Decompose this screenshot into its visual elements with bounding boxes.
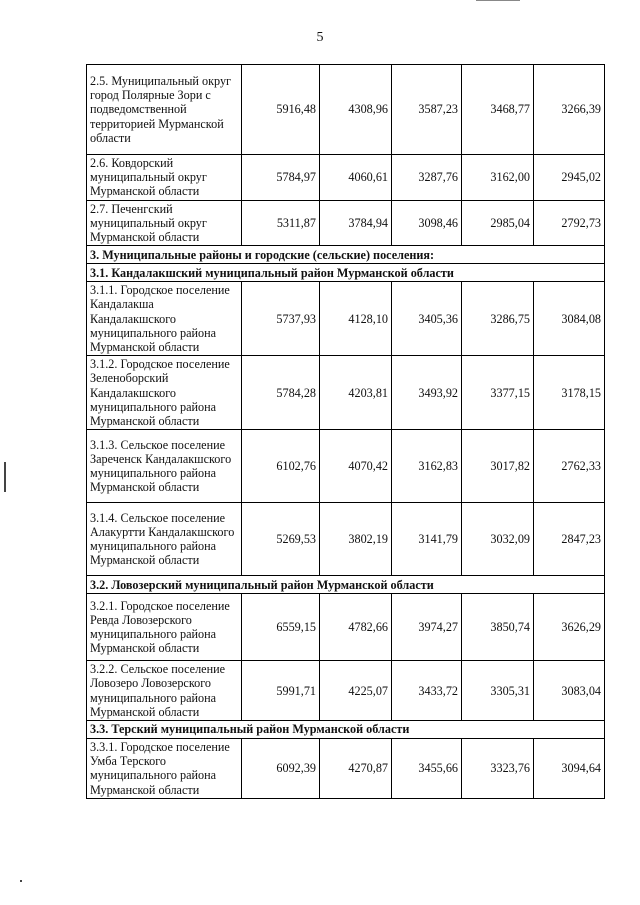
value-cell: 3178,15 [534,356,605,430]
value-cell: 3587,23 [392,65,462,155]
value-cell: 3083,04 [534,661,605,721]
value-cell: 3098,46 [392,200,462,246]
side-scan-mark [4,462,9,492]
section-heading: 3.1. Кандалакшский муниципальный район Мурманской области [87,264,605,282]
value-cell: 4308,96 [320,65,392,155]
value-cell: 3323,76 [462,739,534,799]
value-cell: 3377,15 [462,356,534,430]
value-cell: 2792,73 [534,200,605,246]
table-row [87,155,605,201]
value-cell: 3141,79 [392,503,462,576]
value-cell: 4060,61 [320,155,392,201]
municipality-name: 3.1.1. Городское поселение Кандалакша Кандалакшского муниципального района Мурманской области [87,282,242,356]
table-row [87,200,605,246]
value-cell: 3784,94 [320,200,392,246]
table-row [87,594,605,661]
municipality-name: 2.7. Печенгский муниципальный округ Мурманской области [87,200,242,246]
scan-dot [20,880,22,882]
table-row [87,282,605,356]
table-row [87,430,605,503]
municipality-name: 3.1.4. Сельское поселение Алакуртти Кандалакшского муниципального района Мурманской области [87,503,242,576]
value-cell: 3287,76 [392,155,462,201]
value-cell: 2762,33 [534,430,605,503]
municipality-name: 3.2.2. Сельское поселение Ловозеро Ловозерского муниципального района Мурманской области [87,661,242,721]
value-cell: 2985,04 [462,200,534,246]
value-cell: 3433,72 [392,661,462,721]
value-cell: 5916,48 [242,65,320,155]
section-heading: 3. Муниципальные районы и городские (сельские) поселения: [87,246,605,264]
value-cell: 3286,75 [462,282,534,356]
top-scan-mark [476,0,520,4]
table-row [87,65,605,155]
value-cell: 4203,81 [320,356,392,430]
value-cell: 3162,00 [462,155,534,201]
municipality-name: 2.5. Муниципальный округ город Полярные Зори с подведомственной территорией Мурманской области [87,65,242,155]
section-heading: 3.2. Ловозерский муниципальный район Мурманской области [87,576,605,594]
value-cell: 6102,76 [242,430,320,503]
municipality-name: 3.3.1. Городское поселение Умба Терского муниципального района Мурманской области [87,739,242,799]
value-cell: 4782,66 [320,594,392,661]
section-heading: 3.3. Терский муниципальный район Мурманской области [87,721,605,739]
value-cell: 3017,82 [462,430,534,503]
table-row [87,661,605,721]
value-cell: 2945,02 [534,155,605,201]
municipality-name: 3.1.2. Городское поселение Зеленоборский Кандалакшского муниципального района Мурманской области [87,356,242,430]
value-cell: 3850,74 [462,594,534,661]
page-number: 5 [316,30,324,45]
value-cell: 4225,07 [320,661,392,721]
value-cell: 6559,15 [242,594,320,661]
value-cell: 3455,66 [392,739,462,799]
section-row [87,576,605,594]
value-cell: 3162,83 [392,430,462,503]
table-row [87,503,605,576]
value-cell: 3626,29 [534,594,605,661]
municipality-name: 2.6. Ковдорский муниципальный округ Мурманской области [87,155,242,201]
value-cell: 6092,39 [242,739,320,799]
value-cell: 5737,93 [242,282,320,356]
tariff-table [86,64,605,799]
value-cell: 3305,31 [462,661,534,721]
value-cell: 3084,08 [534,282,605,356]
section-row [87,264,605,282]
table-row [87,356,605,430]
value-cell: 3974,27 [392,594,462,661]
value-cell: 3094,64 [534,739,605,799]
value-cell: 5991,71 [242,661,320,721]
value-cell: 3266,39 [534,65,605,155]
value-cell: 2847,23 [534,503,605,576]
value-cell: 5784,97 [242,155,320,201]
municipality-name: 3.1.3. Сельское поселение Зареченск Кандалакшского муниципального района Мурманской области [87,430,242,503]
municipality-name: 3.2.1. Городское поселение Ревда Ловозерского муниципального района Мурманской области [87,594,242,661]
value-cell: 5269,53 [242,503,320,576]
value-cell: 3468,77 [462,65,534,155]
value-cell: 3032,09 [462,503,534,576]
value-cell: 4270,87 [320,739,392,799]
value-cell: 3802,19 [320,503,392,576]
value-cell: 4070,42 [320,430,392,503]
value-cell: 5784,28 [242,356,320,430]
section-row [87,721,605,739]
table-row [87,739,605,799]
value-cell: 5311,87 [242,200,320,246]
value-cell: 4128,10 [320,282,392,356]
value-cell: 3405,36 [392,282,462,356]
value-cell: 3493,92 [392,356,462,430]
section-row [87,246,605,264]
